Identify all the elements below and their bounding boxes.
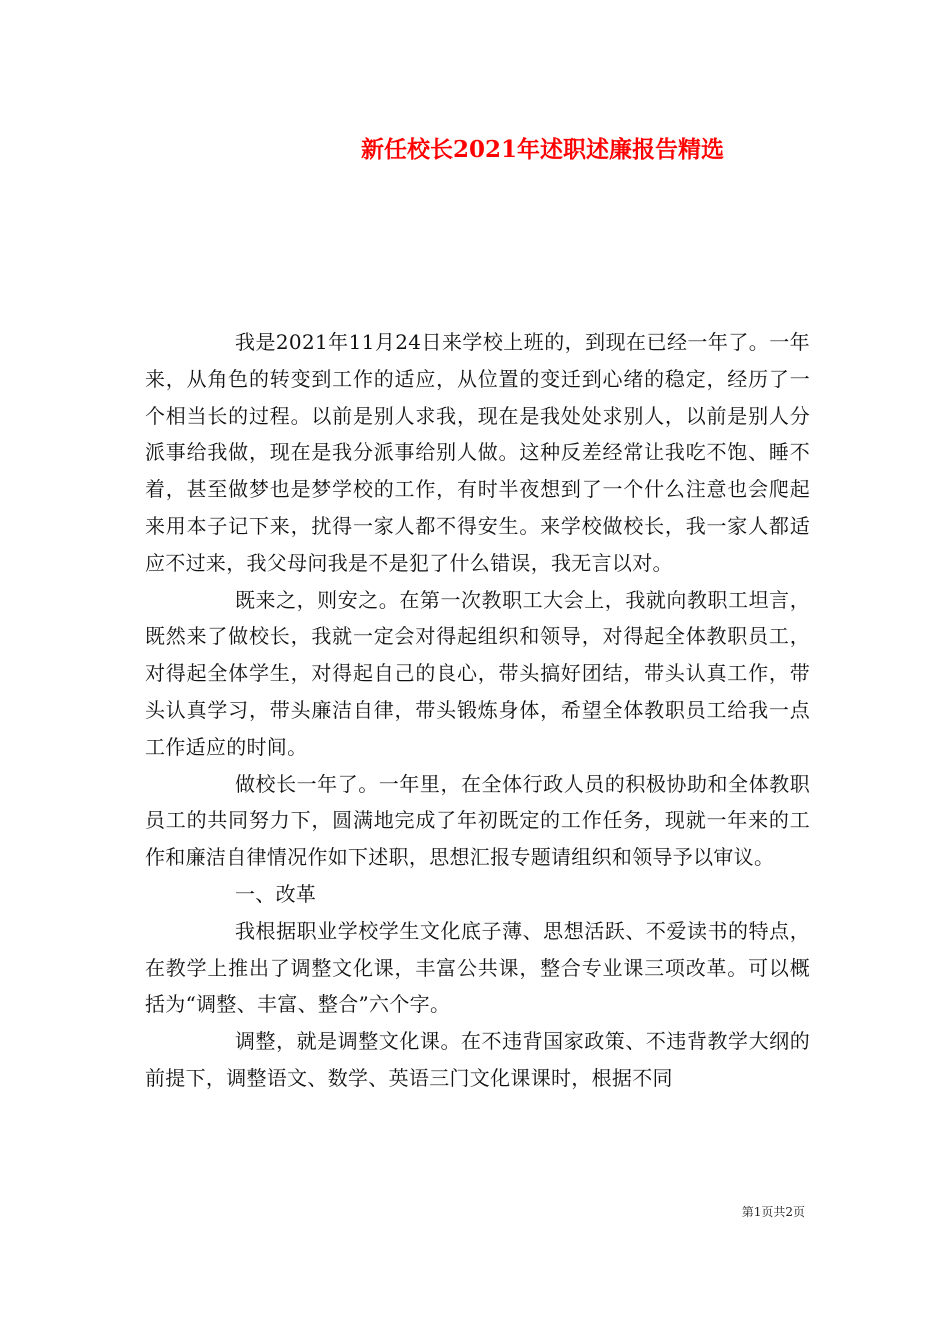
paragraph-2: 既来之，则安之。在第一次教职工大会上，我就向教职工坦言，既然来了做校长，我就一定会对得起组织和领导，对得起全体教职员工，对得起全体学生，对得起自己的良心，带头搞好团结，带头认真工作，带头认真学习，带头廉洁自律，带头锻炼身体，希望全体教职员工给我一点工作适应的时间。 [145,587,810,759]
paragraph-4: 我根据职业学校学生文化底子薄、思想活跃、不爱读书的特点，在教学上推出了调整文化课，丰富公共课，整合专业课三项改革。可以概括为“调整、丰富、整合”六个字。 [145,918,810,1017]
document-body [145,324,810,1097]
document-title: 新任校长2021年述职述廉报告精选 [360,136,724,163]
paragraph-1: 我是2021年11月24日来学校上班的，到现在已经一年了。一年来，从角色的转变到工作的适应，从位置的变迁到心绪的稳定，经历了一个相当长的过程。以前是别人求我，现在是我处处求别人，以前是别人分派事给我做，现在是我分派事给别人做。这种反差经常让我吃不饱、睡不着，甚至做梦也是梦学校的工作，有时半夜想到了一个什么注意也会爬起来用本子记下来，扰得一家人都不得安生。来学校做校长，我一家人都适应不过来，我父母问我是不是犯了什么错误，我无言以对。 [145,330,810,575]
section-heading-reform: 一、改革 [235,881,317,906]
paragraph-3: 做校长一年了。一年里，在全体行政人员的积极协助和全体教职员工的共同努力下，圆满地完成了年初既定的工作任务，现就一年来的工作和廉洁自律情况作如下述职，思想汇报专题请组织和领导予以审议。 [145,771,810,870]
page-number: 第1页共2页 [741,1205,805,1219]
paragraph-5: 调整，就是调整文化课。在不违背国家政策、不违背教学大纲的前提下，调整语文、数学、英语三门文化课课时，根据不同 [145,1029,810,1090]
